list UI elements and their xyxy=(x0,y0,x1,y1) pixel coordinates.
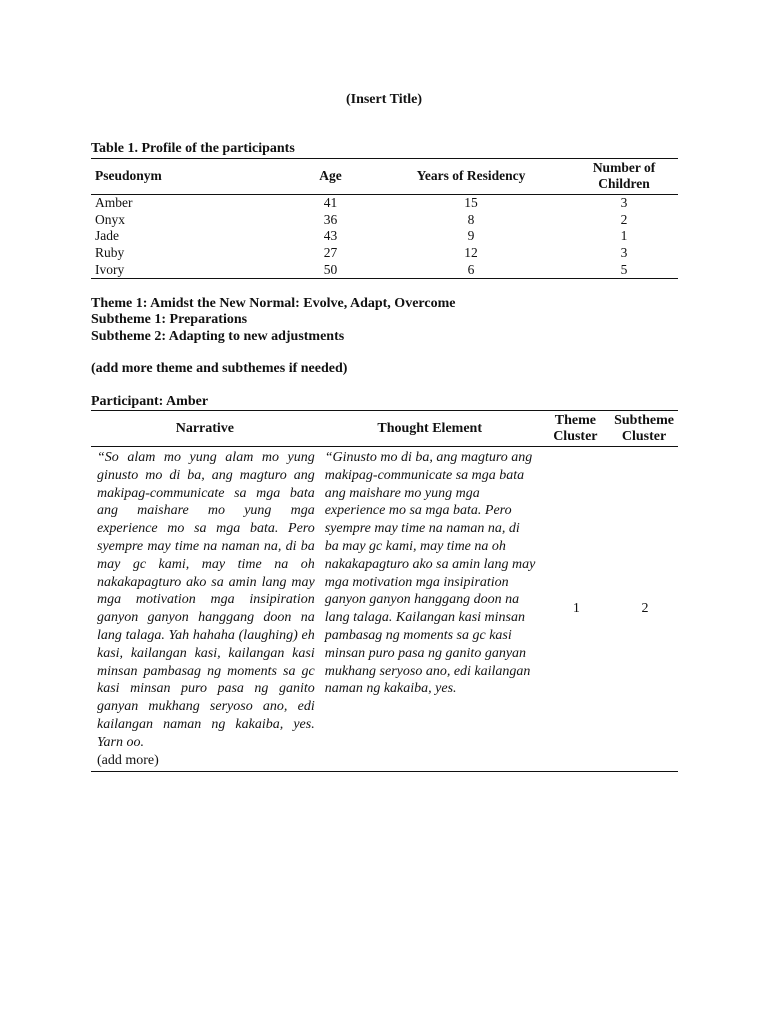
participant-profile-table xyxy=(91,158,678,279)
thought-element-cell xyxy=(319,447,541,772)
pseudonym-cell: Ivory xyxy=(91,261,289,278)
table-row xyxy=(91,447,678,772)
table-row xyxy=(91,228,678,245)
residency-cell: 12 xyxy=(464,245,478,261)
age-cell: 41 xyxy=(323,195,338,211)
pseudonym-cell: Ruby xyxy=(95,245,125,261)
table-row xyxy=(91,245,678,262)
subtheme-1-heading: Subtheme 1: Preparations xyxy=(91,312,248,328)
pseudonym-cell: Onyx xyxy=(95,211,125,227)
table-header-row xyxy=(91,411,678,447)
header-number-of-children: Number of Children xyxy=(570,159,678,195)
add-more-note: (add more) xyxy=(97,752,159,768)
pseudonym-cell: Jade xyxy=(95,228,119,244)
narrative-table xyxy=(91,410,678,772)
header-narrative: Narrative xyxy=(91,411,319,447)
children-cell: 1 xyxy=(620,228,628,244)
age-cell: 36 xyxy=(323,211,338,227)
age-cell: 50 xyxy=(289,261,372,278)
table-row xyxy=(91,212,678,229)
header-pseudonym: Pseudonym xyxy=(91,159,289,195)
theme-list xyxy=(91,296,455,345)
age-cell: 43 xyxy=(323,228,338,244)
residency-cell: 15 xyxy=(464,195,478,211)
theme-1-heading: Theme 1: Amidst the New Normal: Evolve, Adapt, Overcome xyxy=(91,296,456,311)
residency-cell: 8 xyxy=(467,211,475,227)
header-theme-cluster: Theme Cluster xyxy=(541,411,610,447)
participant-label: Participant: Amber xyxy=(91,394,209,409)
header-years-of-residency: Years of Residency xyxy=(372,159,570,195)
children-cell: 2 xyxy=(620,211,628,227)
header-thought-element: Thought Element xyxy=(319,411,541,447)
children-cell: 3 xyxy=(620,195,628,211)
thought-element-text: “Ginusto mo di ba, ang magturo ang makipag-communicate sa mga bata ang maishare mo yung mga experience mo sa mga bata. Pero syempre may time na naman na, di ba may gc kami, may time na oh nakakapagturo ako sa amin lang may mga motivation mga insipiration ganyon ganyon hanggang doon na lang talaga. Kailangan kasi minsan pambasag ng moments sa gc kasi minsan puro pasa ng ganito ganyan mukhang seryoso ano, edi kailangan naman ng kakaiba, yes. xyxy=(324,450,536,697)
table-header-row xyxy=(91,159,678,195)
table1-caption: Table 1. Profile of the participants xyxy=(91,141,295,156)
subtheme-2-heading: Subtheme 2: Adapting to new adjustments xyxy=(91,328,345,344)
table-row xyxy=(91,195,678,212)
table-row xyxy=(91,261,678,278)
residency-cell: 6 xyxy=(372,261,570,278)
pseudonym-cell: Amber xyxy=(95,195,133,211)
residency-cell: 9 xyxy=(467,228,475,244)
children-cell: 5 xyxy=(570,261,678,278)
add-themes-note: (add more theme and subthemes if needed) xyxy=(91,361,348,376)
header-age: Age xyxy=(289,159,372,195)
age-cell: 27 xyxy=(323,245,338,261)
narrative-text: “So alam mo yung alam mo yung ginusto mo di ba, ang magturo ang makipag-communicate sa mga bata ang maishare mo yung mga experience mo sa mga bata. Pero syempre may time na naman na, di ba may gc kami, may time na oh nakakapagturo ako sa amin lang may mga motivation mga insipiration ganyon ganyon hanggang doon na lang talaga. Yah hahaha (laughing) eh kasi, kailangan kasi, kailangan kasi minsan pambasag ng moments sa gc kasi minsan puro pasa ng ganito ganyan mukhang seryoso ano, edi kailangan naman ng kakaiba, yes. Yarn oo. xyxy=(97,450,315,750)
header-subtheme-cluster: Subtheme Cluster xyxy=(610,411,678,447)
theme-cluster-cell: 1 xyxy=(541,447,610,772)
children-cell: 3 xyxy=(620,245,628,261)
page-title: (Insert Title) xyxy=(345,92,423,107)
subtheme-cluster-cell: 2 xyxy=(610,447,678,772)
narrative-cell xyxy=(91,447,319,772)
